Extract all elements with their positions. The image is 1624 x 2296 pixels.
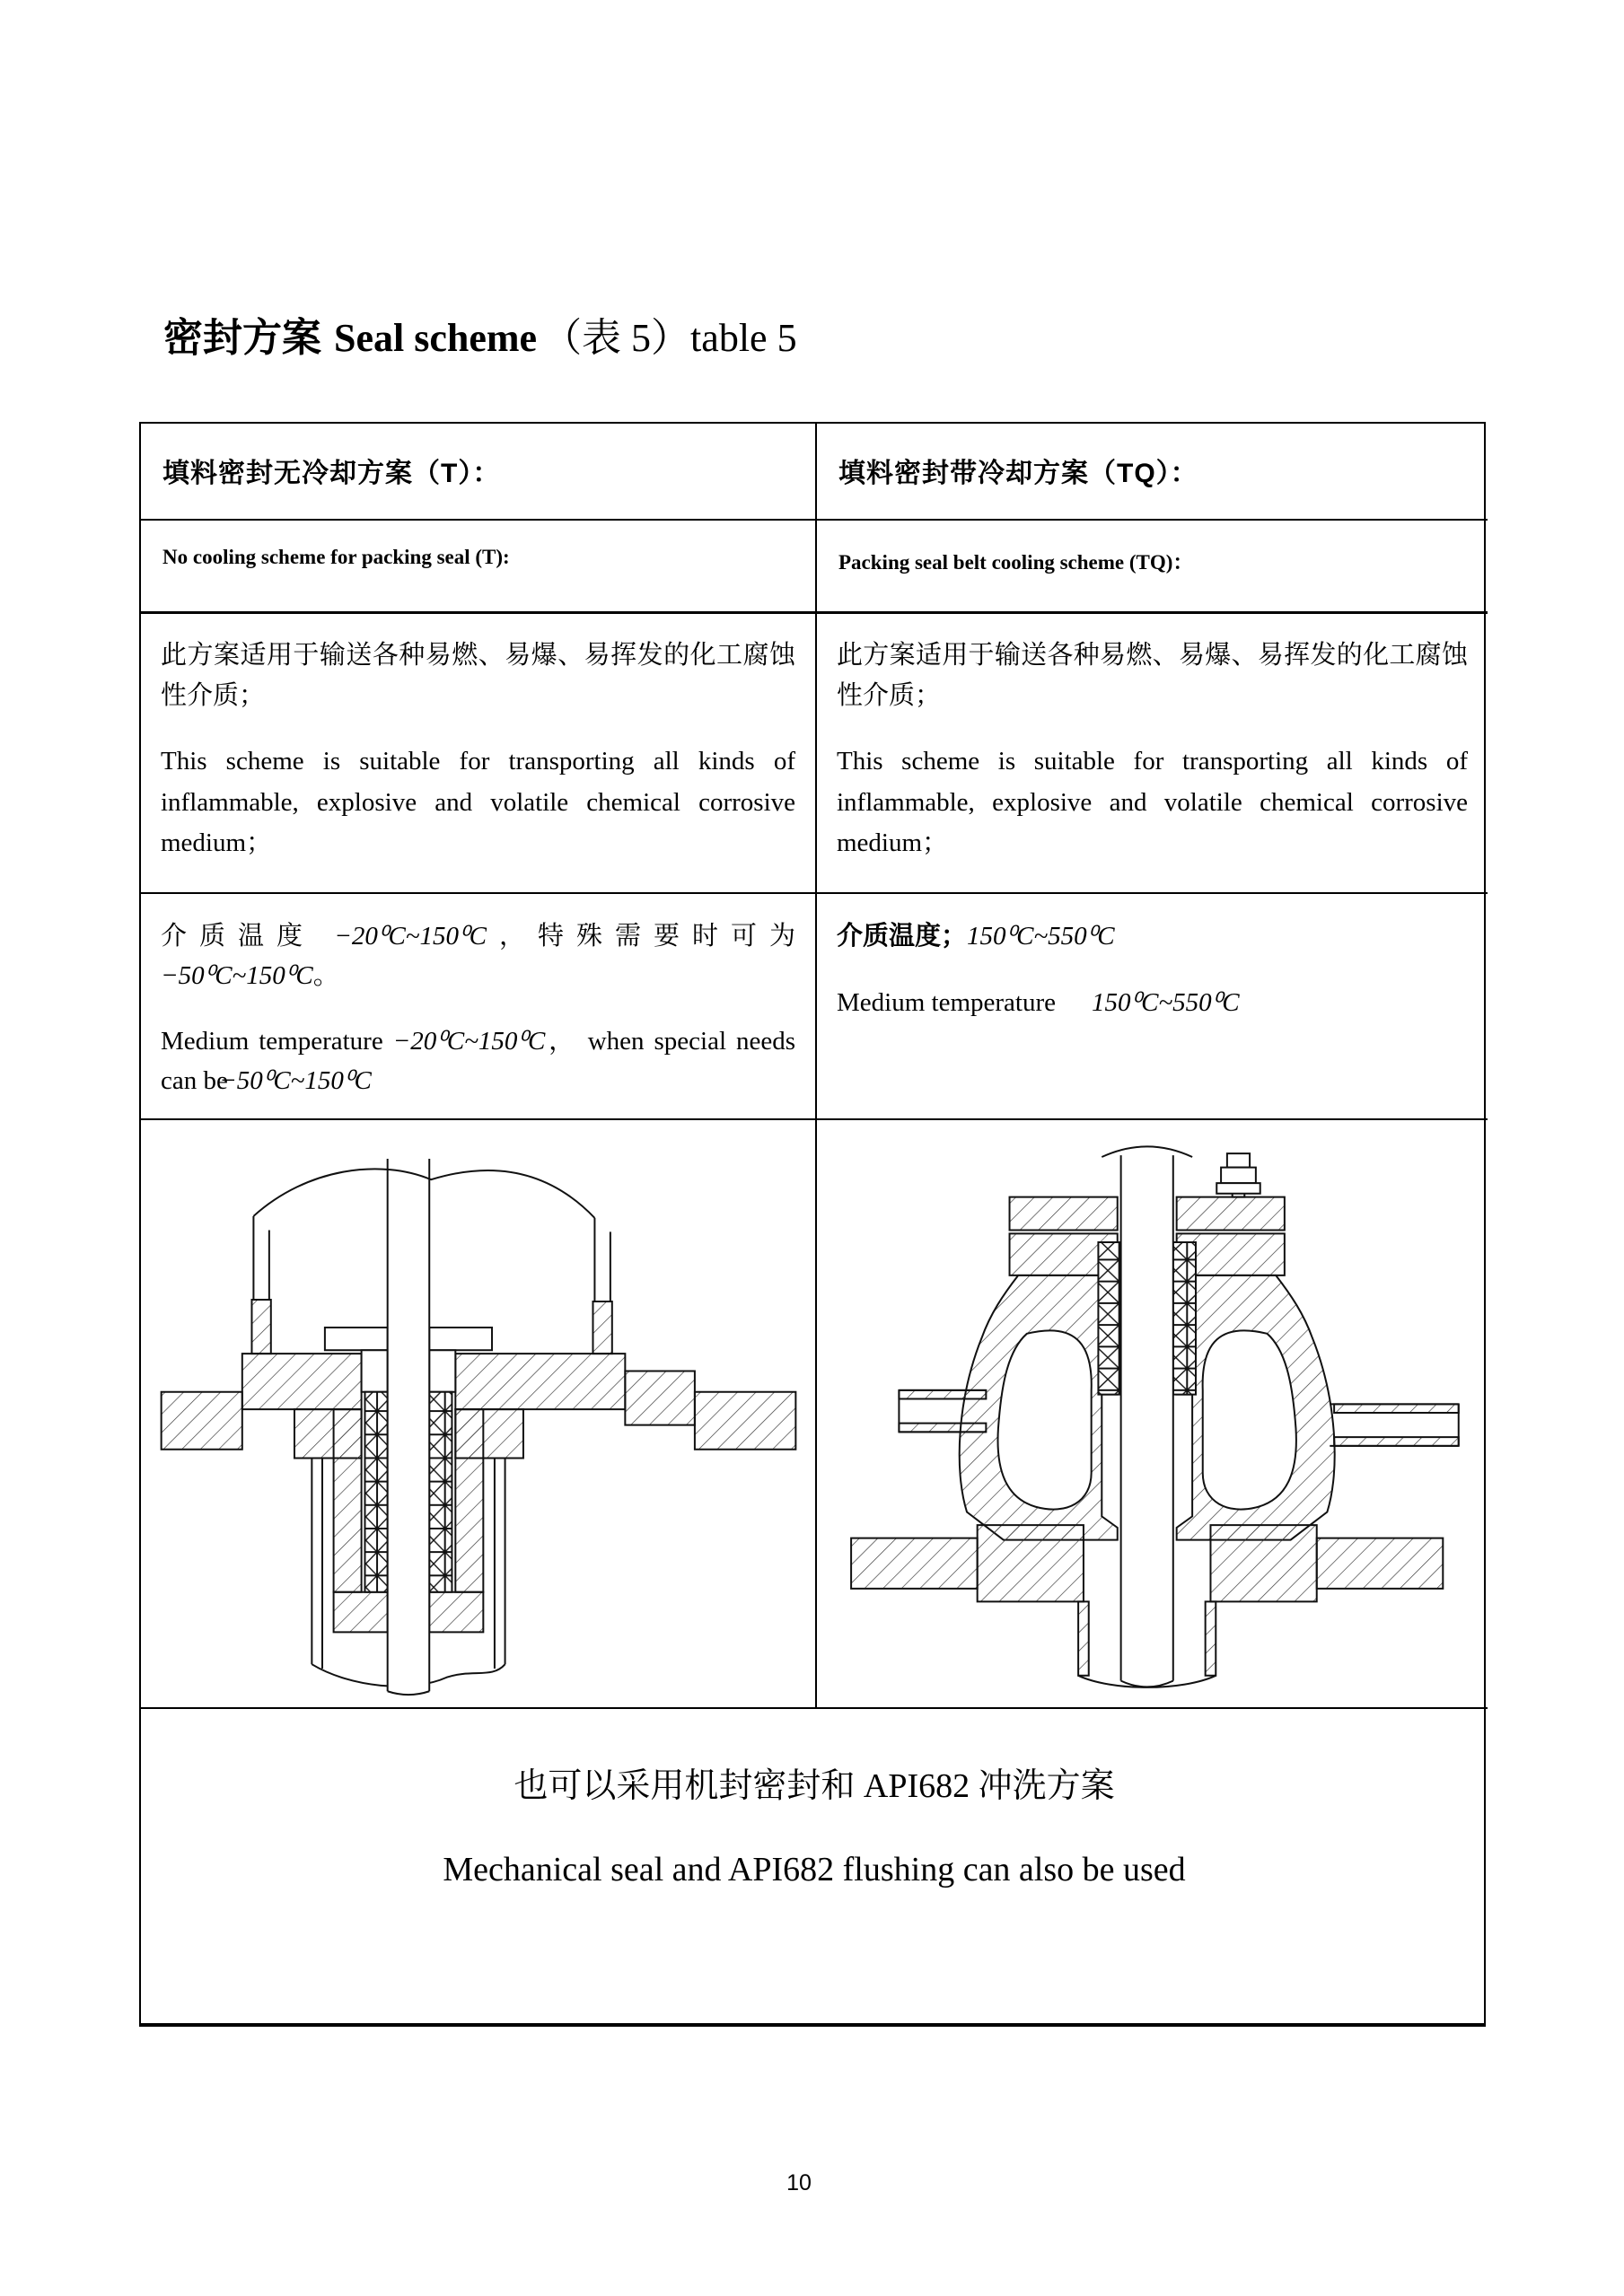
diagram-cell-tq bbox=[817, 1120, 1488, 1709]
description-cell-tq bbox=[817, 614, 1488, 894]
page-title-zh: 密封方案 bbox=[163, 316, 321, 360]
page-title-suffix: （表 5）table 5 bbox=[542, 316, 797, 360]
header-cell-tq bbox=[817, 424, 1488, 521]
temperature-t-en: Medium temperature −20⁰C~150⁰C， when special needs can be −50⁰C~150⁰C bbox=[161, 1027, 795, 1095]
packing-seal-no-cooling-diagram bbox=[151, 1129, 806, 1698]
subheader-t-label: No cooling scheme for packing seal (T): bbox=[162, 546, 510, 568]
formula: −20⁰C~150⁰C bbox=[334, 922, 487, 951]
header-tq-label: 填料密封带冷却方案（TQ）： bbox=[838, 459, 1198, 488]
note-zh: 也可以采用机封密封和 API682 冲洗方案 bbox=[514, 1767, 1115, 1805]
description-zh: 此方案适用于输送各种易燃、易爆、易挥发的化工腐蚀性介质； bbox=[837, 641, 1468, 711]
header-cell-t bbox=[141, 424, 817, 521]
formula: −50⁰C~150⁰C bbox=[219, 1065, 372, 1095]
page-title-en: Seal scheme bbox=[334, 316, 538, 360]
diagram-cell-t bbox=[141, 1120, 817, 1709]
temperature-t-zh: 介质温度 −20⁰C~150⁰C，特殊需要时可为 −50⁰C~150⁰C。 bbox=[161, 922, 795, 990]
seal-scheme-table bbox=[139, 422, 1486, 2027]
subheader-tq-label: Packing seal belt cooling scheme (TQ)： bbox=[838, 551, 1194, 574]
temperature-tq-en: Medium temperature 150⁰C~550⁰C bbox=[837, 987, 1240, 1017]
formula: 150⁰C~550⁰C bbox=[967, 922, 1115, 951]
formula: −20⁰C~150⁰C bbox=[392, 1027, 546, 1056]
subheader-cell-tq bbox=[817, 521, 1488, 614]
note-en: Mechanical seal and API682 flushing can also be used bbox=[443, 1851, 1186, 1889]
temperature-tq-zh: 介质温度；150⁰C~550⁰C bbox=[837, 922, 1115, 951]
page-number: 10 bbox=[786, 2170, 812, 2195]
description-zh: 此方案适用于输送各种易燃、易爆、易挥发的化工腐蚀性介质； bbox=[161, 641, 795, 711]
formula: −50⁰C~150⁰C bbox=[161, 960, 313, 990]
packing-seal-with-cooling-diagram bbox=[825, 1129, 1480, 1698]
description-en: This scheme is suitable for transporting all kinds of inflammable, explosive and volatile chemical corrosive medium； bbox=[837, 747, 1468, 857]
subheader-cell-t bbox=[141, 521, 817, 614]
formula: 150⁰C~550⁰C bbox=[1092, 987, 1240, 1017]
temperature-cell-t bbox=[141, 894, 817, 1120]
header-t-label: 填料密封无冷却方案（T）： bbox=[162, 459, 501, 488]
page-title bbox=[163, 316, 797, 362]
note-cell bbox=[141, 1709, 1488, 2023]
temperature-cell-tq bbox=[817, 894, 1488, 1120]
description-cell-t bbox=[141, 614, 817, 894]
description-en: This scheme is suitable for transporting all kinds of inflammable, explosive and volatile chemical corrosive medium； bbox=[161, 747, 795, 857]
